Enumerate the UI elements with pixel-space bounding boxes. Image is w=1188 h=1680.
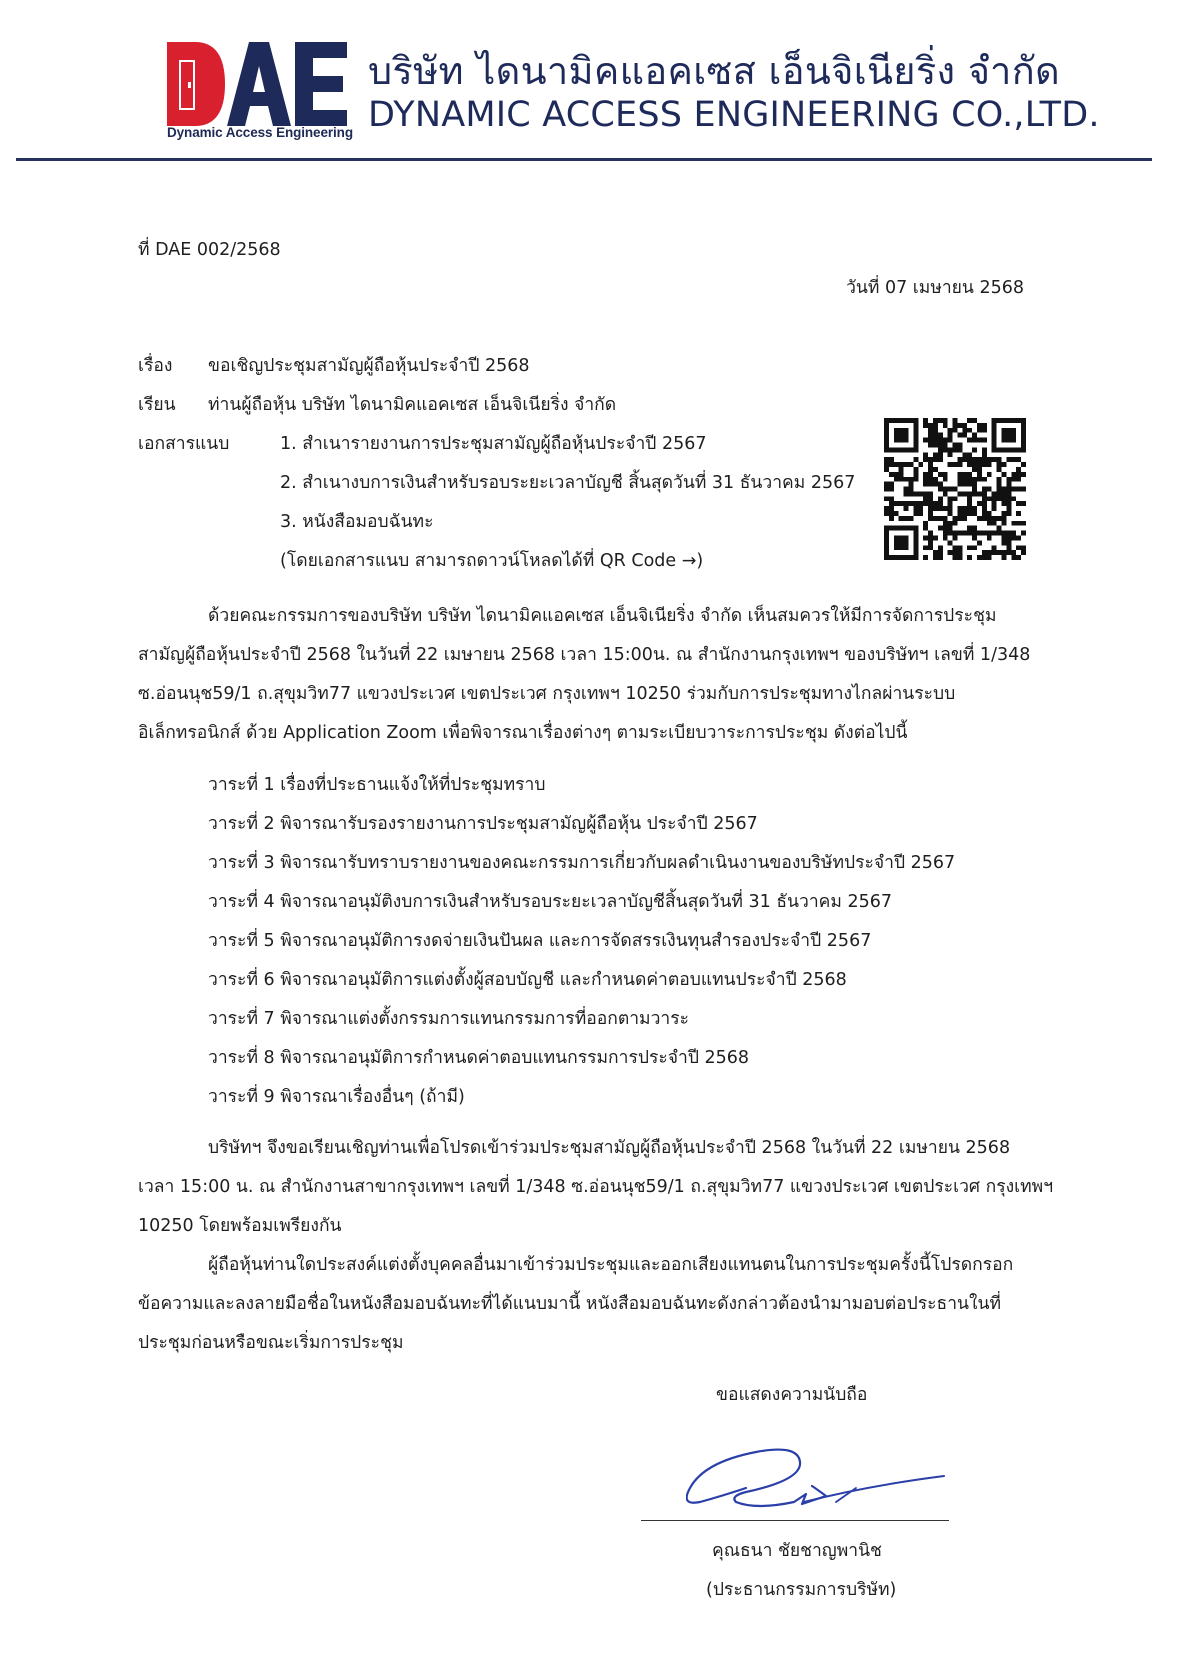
company-name-thai: บริษัท ไดนามิคแอคเซส เอ็นจิเนียริ่ง จำกัด <box>368 49 1060 93</box>
invite-line: บริษัทฯ จึงขอเรียนเชิญท่านเพื่อโปรดเข้าร่วมประชุมสามัญผู้ถือหุ้นประจำปี 2568 ในวันที่ 22 เมษายน 2568 <box>208 1138 1011 1158</box>
signer-name: คุณธนา ชัยชาญพานิช <box>712 1541 882 1561</box>
logo-caption: Dynamic Access Engineering <box>167 125 353 140</box>
agenda-item: วาระที่ 8 พิจารณาอนุมัติการกำหนดค่าตอบแทนกรรมการประจำปี 2568 <box>208 1048 750 1068</box>
proxy-line: ข้อความและลงลายมือชื่อในหนังสือมอบฉันทะที่ได้แนบมานี้ หนังสือมอบฉันทะดังกล่าวต้องนำมามอบต่อประธานในที่ <box>138 1294 1002 1314</box>
agenda-item: วาระที่ 9 พิจารณาเรื่องอื่นๆ (ถ้ามี) <box>208 1087 465 1107</box>
intro-line: สามัญผู้ถือหุ้นประจำปี 2568 ในวันที่ 22 เมษายน 2568 เวลา 15:00น. ณ สำนักงานกรุงเทพฯ ของบริษัทฯ เลขที่ 1/348 <box>138 645 1031 665</box>
qr-code[interactable] <box>884 418 1026 560</box>
letter-date: วันที่ 07 เมษายน 2568 <box>846 278 1024 298</box>
company-name-english: DYNAMIC ACCESS ENGINEERING CO.,LTD. <box>368 95 1100 135</box>
attachment-item: 1. สำเนารายงานการประชุมสามัญผู้ถือหุ้นประจำปี 2567 <box>280 434 707 454</box>
agenda-item: วาระที่ 4 พิจารณาอนุมัติงบการเงินสำหรับรอบระยะเวลาบัญชีสิ้นสุดวันที่ 31 ธันวาคม 2567 <box>208 892 892 912</box>
recipient-text: ท่านผู้ถือหุ้น บริษัท ไดนามิคแอคเซส เอ็นจิเนียริ่ง จำกัด <box>208 395 617 415</box>
agenda-item: วาระที่ 2 พิจารณารับรองรายงานการประชุมสามัญผู้ถือหุ้น ประจำปี 2567 <box>208 814 758 834</box>
proxy-line: ผู้ถือหุ้นท่านใดประสงค์แต่งตั้งบุคคลอื่นมาเข้าร่วมประชุมและออกเสียงแทนตนในการประชุมครั้งนี้โปรดกรอก <box>208 1255 1014 1275</box>
signature <box>686 1440 956 1520</box>
intro-line: ซ.อ่อนนุช59/1 ถ.สุขุมวิท77 แขวงประเวศ เขตประเวศ กรุงเทพฯ 10250 ร่วมกับการประชุมทางไกลผ่านระบบ <box>138 684 956 704</box>
signature-line <box>641 1520 949 1521</box>
agenda-item: วาระที่ 5 พิจารณาอนุมัติการงดจ่ายเงินปันผล และการจัดสรรเงินทุนสำรองประจำปี 2567 <box>208 931 872 951</box>
attachment-item: 3. หนังสือมอบฉันทะ <box>280 512 434 532</box>
header-divider <box>16 158 1152 161</box>
signer-title: (ประธานกรรมการบริษัท) <box>706 1580 897 1600</box>
agenda-item: วาระที่ 3 พิจารณารับทราบรายงานของคณะกรรมการเกี่ยวกับผลดำเนินงานของบริษัทประจำปี 2567 <box>208 853 956 873</box>
intro-line: ด้วยคณะกรรมการของบริษัท บริษัท ไดนามิคแอคเซส เอ็นจิเนียริ่ง จำกัด เห็นสมควรให้มีการจัดการประชุม <box>208 606 997 626</box>
attachments-note: (โดยเอกสารแนบ สามารถดาวน์โหลดได้ที่ QR Code →) <box>280 551 704 571</box>
invite-line: เวลา 15:00 น. ณ สำนักงานสาขากรุงเทพฯ เลขที่ 1/348 ซ.อ่อนนุช59/1 ถ.สุขุมวิท77 แขวงประเวศ เขตประเวศ กรุงเทพฯ <box>138 1177 1054 1197</box>
agenda-item: วาระที่ 1 เรื่องที่ประธานแจ้งให้ที่ประชุมทราบ <box>208 775 546 795</box>
agenda-item: วาระที่ 6 พิจารณาอนุมัติการแต่งตั้งผู้สอบบัญชี และกำหนดค่าตอบแทนประจำปี 2568 <box>208 970 847 990</box>
reference-number: ที่ DAE 002/2568 <box>138 240 281 260</box>
intro-line: อิเล็กทรอนิกส์ ด้วย Application Zoom เพื่อพิจารณาเรื่องต่างๆ ตามระเบียบวาระการประชุม ดังต่อไปนี้ <box>138 723 908 743</box>
proxy-line: ประชุมก่อนหรือขณะเริ่มการประชุม <box>138 1333 404 1353</box>
attachment-item: 2. สำเนางบการเงินสำหรับรอบระยะเวลาบัญชี สิ้นสุดวันที่ 31 ธันวาคม 2567 <box>280 473 856 493</box>
subject-text: ขอเชิญประชุมสามัญผู้ถือหุ้นประจำปี 2568 <box>208 356 530 376</box>
subject-label: เรื่อง <box>138 356 173 376</box>
closing-text: ขอแสดงความนับถือ <box>716 1385 868 1405</box>
agenda-item: วาระที่ 7 พิจารณาแต่งตั้งกรรมการแทนกรรมการที่ออกตามวาระ <box>208 1009 690 1029</box>
recipient-label: เรียน <box>138 395 176 415</box>
invite-line: 10250 โดยพร้อมเพรียงกัน <box>138 1216 342 1236</box>
attachments-label: เอกสารแนบ <box>138 434 230 454</box>
